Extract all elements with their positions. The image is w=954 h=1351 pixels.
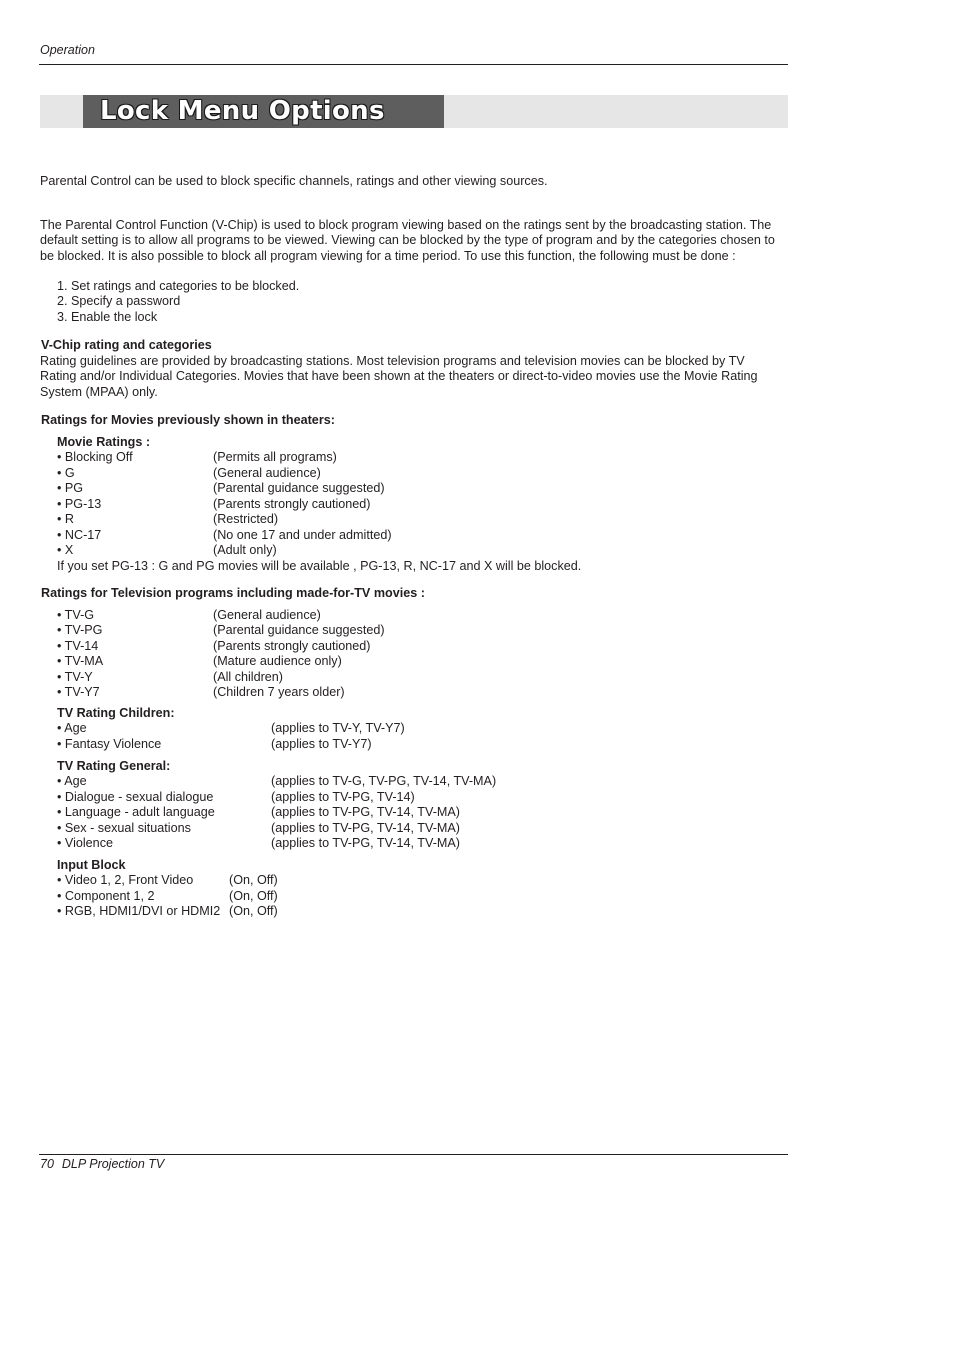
rating-desc: (Parents strongly cautioned) <box>213 638 371 653</box>
rating-desc: (General audience) <box>213 465 321 480</box>
input-desc: (On, Off) <box>229 873 278 888</box>
category-desc: (applies to TV-PG, TV-14, TV-MA) <box>271 820 460 835</box>
list-item <box>57 639 797 654</box>
category-label: • Violence <box>57 836 113 851</box>
running-footer <box>40 1157 172 1171</box>
page-title: Lock Menu Options <box>100 96 385 126</box>
rating-desc: (Parents strongly cautioned) <box>213 496 371 511</box>
running-header: Operation <box>40 43 95 57</box>
category-label: • Sex - sexual situations <box>57 820 191 835</box>
tv-children-heading: TV Rating Children: <box>57 706 175 720</box>
rating-label: • TV-Y <box>57 669 93 684</box>
category-desc: (applies to TV-PG, TV-14) <box>271 789 415 804</box>
header-rule <box>39 64 788 65</box>
rating-label: • PG <box>57 481 84 496</box>
movie-ratings-subheading: Movie Ratings : <box>57 435 151 449</box>
rating-label: • Blocking Off <box>57 450 133 465</box>
list-item <box>57 528 797 543</box>
step-item: 3. Enable the lock <box>57 309 158 324</box>
list-item <box>57 721 797 736</box>
rating-desc: (General audience) <box>213 608 321 622</box>
input-label: • RGB, HDMI1/DVI or HDMI2 <box>57 904 221 919</box>
function-paragraph: The Parental Control Function (V-Chip) is used to block program viewing based on the ratings sent by the broadcasting station. The default setting is to allow all programs to be viewed. Viewing can be blocked by the type of program and by the categories chosen to be blocked. It is also possible to block all program viewing for a time period. To use this function, the following must be done : <box>40 218 775 263</box>
rating-desc: (Parental guidance suggested) <box>213 623 385 638</box>
category-desc: (applies to TV-Y7) <box>271 736 372 751</box>
list-item <box>57 737 797 752</box>
category-label: • Fantasy Violence <box>57 736 162 751</box>
vchip-paragraph: Rating guidelines are provided by broadcasting stations. Most television programs and television movies can be blocked by TV Rating and/or Individual Categories. Movies that have been shown at the theaters or direct-to-video movies use the Movie Rating System (MPAA) only. <box>40 354 758 399</box>
movie-ratings-section <box>40 435 797 574</box>
category-label: • Language - adult language <box>57 805 215 820</box>
input-label: • Video 1, 2, Front Video <box>57 873 194 888</box>
rating-label: • PG-13 <box>57 496 102 511</box>
rating-label: • TV-G <box>57 608 95 622</box>
vchip-heading: V-Chip rating and categories <box>41 338 212 352</box>
rating-label: • TV-PG <box>57 623 103 638</box>
list-item <box>57 774 797 789</box>
category-label: • Dialogue - sexual dialogue <box>57 789 214 804</box>
rating-desc: (Mature audience only) <box>213 654 342 669</box>
list-item <box>57 805 797 820</box>
input-label: • Component 1, 2 <box>57 888 155 903</box>
rating-label: • R <box>57 512 75 527</box>
title-box <box>83 95 444 128</box>
rating-label: • TV-Y7 <box>57 685 100 700</box>
input-desc: (On, Off) <box>229 888 278 903</box>
list-item <box>57 790 797 805</box>
list-item <box>57 836 797 851</box>
tv-general-heading: TV Rating General: <box>57 759 171 773</box>
input-block-section <box>40 858 797 920</box>
footer-rule <box>39 1154 788 1155</box>
input-block-heading: Input Block <box>57 858 126 872</box>
list-item <box>57 608 797 623</box>
list-item <box>57 512 797 527</box>
rating-label: • G <box>57 465 75 480</box>
footer-product: DLP Projection TV <box>61 1157 165 1171</box>
category-label: • Age <box>57 721 87 736</box>
list-item <box>57 873 797 888</box>
list-item <box>57 466 797 481</box>
category-desc: (applies to TV-Y, TV-Y7) <box>271 721 405 736</box>
list-item <box>57 670 797 685</box>
movies-heading: Ratings for Movies previously shown in theaters: <box>41 413 335 427</box>
rating-label: • NC-17 <box>57 527 102 542</box>
rating-desc: (No one 17 and under admitted) <box>213 527 392 542</box>
list-item <box>57 543 797 558</box>
rating-label: • X <box>57 543 74 558</box>
tv-children-section <box>40 706 797 752</box>
tv-ratings-section <box>40 608 797 701</box>
list-item <box>57 821 797 836</box>
list-item <box>57 904 797 919</box>
category-desc: (applies to TV-G, TV-PG, TV-14, TV-MA) <box>271 774 497 789</box>
list-item <box>57 623 797 638</box>
step-item: 2. Specify a password <box>57 294 181 309</box>
list-item <box>57 685 797 700</box>
category-label: • Age <box>57 774 87 789</box>
list-item <box>57 497 797 512</box>
list-item <box>57 450 797 465</box>
rating-desc: (Adult only) <box>213 543 277 558</box>
rating-desc: (Children 7 years older) <box>213 685 345 700</box>
list-item <box>57 889 797 904</box>
rating-label: • TV-MA <box>57 654 104 669</box>
step-item: 1. Set ratings and categories to be blocked. <box>57 279 300 293</box>
page-number: 70 <box>40 1157 54 1171</box>
tv-heading: Ratings for Television programs including made-for-TV movies : <box>41 586 425 600</box>
rating-label: • TV-14 <box>57 638 99 653</box>
category-desc: (applies to TV-PG, TV-14, TV-MA) <box>271 805 460 820</box>
steps-list <box>40 279 797 325</box>
rating-desc: (All children) <box>213 669 283 684</box>
rating-desc: (Permits all programs) <box>213 450 337 465</box>
movie-ratings-note: If you set PG-13 : G and PG movies will be available , PG-13, R, NC-17 and X will be blocked. <box>57 558 582 573</box>
category-desc: (applies to TV-PG, TV-14, TV-MA) <box>271 836 460 851</box>
list-item <box>57 654 797 669</box>
list-item <box>57 481 797 496</box>
tv-general-section <box>40 759 797 852</box>
rating-desc: (Parental guidance suggested) <box>213 481 385 496</box>
input-desc: (On, Off) <box>229 904 278 919</box>
intro-paragraph: Parental Control can be used to block specific channels, ratings and other viewing sources. <box>40 174 548 188</box>
rating-desc: (Restricted) <box>213 512 279 527</box>
